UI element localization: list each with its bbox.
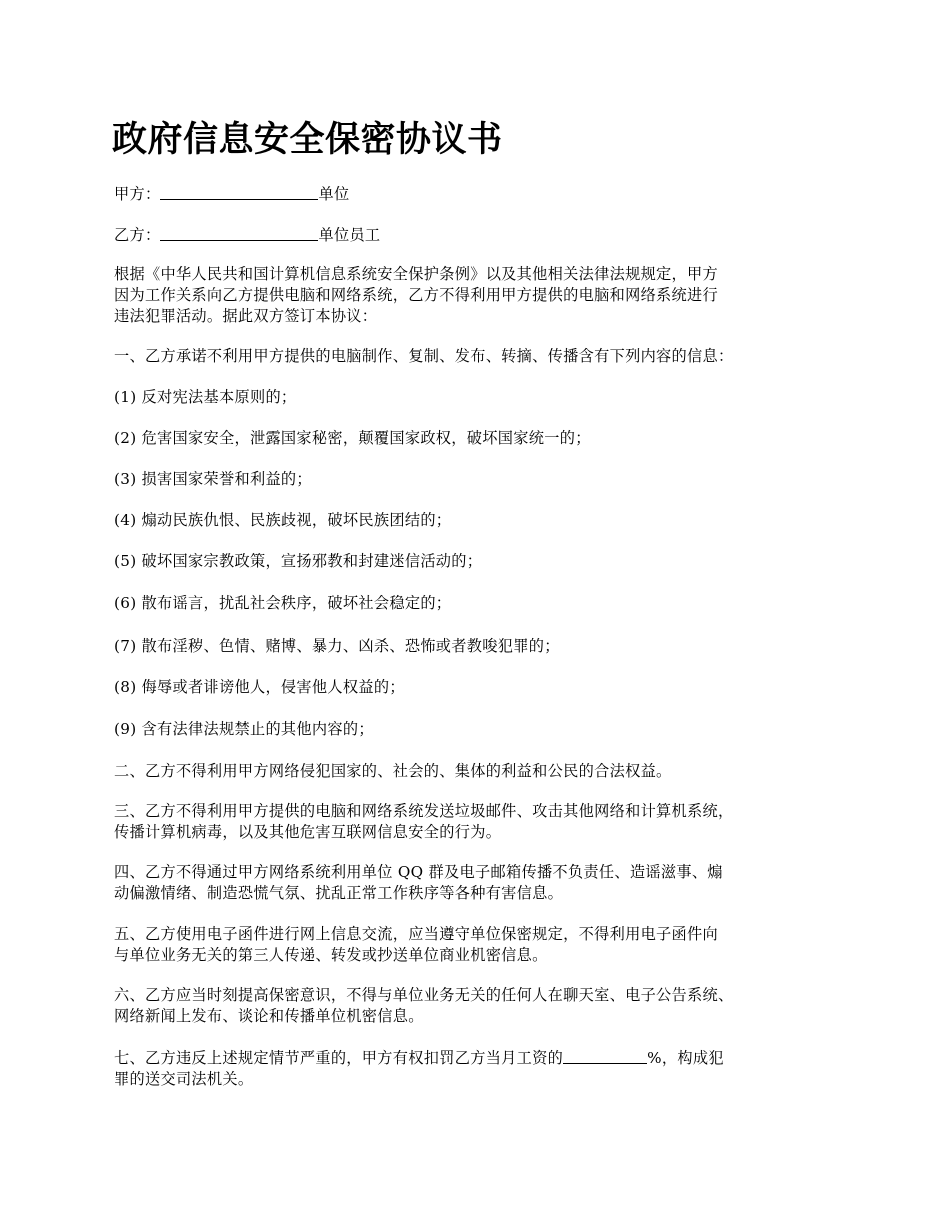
clause-1: 一、乙方承诺不利用甲方提供的电脑制作、复制、发布、转摘、传播含有下列内容的信息：	[114, 347, 734, 365]
intro-line: 违法犯罪活动。据此双方签订本协议：	[114, 307, 378, 325]
party-b-line	[114, 223, 852, 246]
clause-3-line: 三、乙方不得利用甲方提供的电脑和网络系统发送垃圾邮件、攻击其他网络和计算机系统，	[114, 802, 734, 820]
clause-1-item: (8) 侮辱或者诽谤他人，侵害他人权益的；	[114, 678, 405, 696]
clause-4-line: 动偏激情绪、制造恐慌气氛、扰乱正常工作秩序等各种有害信息。	[114, 884, 564, 902]
party-a-label: 甲方：	[114, 185, 161, 203]
clause-7-text: %，构成犯	[647, 1049, 724, 1067]
clause-7-line	[114, 1046, 852, 1069]
clause-4-line: 四、乙方不得通过甲方网络系统利用单位 QQ 群及电子邮箱传播不负责任、造谣滋事、煽	[114, 863, 723, 881]
party-a-blank	[160, 183, 318, 200]
clause-1-item: (6) 散布谣言，扰乱社会秩序，破坏社会稳定的；	[114, 594, 452, 612]
document-title: 政府信息安全保密协议书	[112, 119, 503, 160]
intro-line: 因为工作关系向乙方提供电脑和网络系统，乙方不得利用甲方提供的电脑和网络系统进行	[114, 286, 719, 304]
clause-2: 二、乙方不得利用甲方网络侵犯国家的、社会的、集体的利益和公民的合法权益。	[114, 762, 672, 780]
intro-paragraph	[114, 264, 852, 327]
clause-4	[114, 862, 852, 904]
clause-1-item: (2) 危害国家安全，泄露国家秘密，颠覆国家政权，破坏国家统一的；	[114, 429, 591, 447]
clause-5-line: 与单位业务无关的第三人传递、转发或抄送单位商业机密信息。	[114, 946, 548, 964]
clause-7-text: 七、乙方违反上述规定情节严重的，甲方有权扣罚乙方当月工资的	[114, 1049, 564, 1067]
penalty-percent-blank	[563, 1047, 647, 1064]
clause-1-item: (9) 含有法律法规禁止的其他内容的；	[114, 720, 374, 738]
clause-1-item: (5) 破坏国家宗教政策，宣扬邪教和封建迷信活动的；	[114, 552, 483, 570]
clause-7	[114, 1046, 852, 1090]
clause-6-line: 网络新闻上发布、谈论和传播单位机密信息。	[114, 1007, 424, 1025]
intro-line: 根据《中华人民共和国计算机信息系统安全保护条例》以及其他相关法律法规规定，甲方	[114, 265, 719, 283]
clause-5	[114, 924, 852, 966]
clause-3-line: 传播计算机病毒，以及其他危害互联网信息安全的行为。	[114, 823, 502, 841]
clause-1-item: (4) 煽动民族仇恨、民族歧视，破坏民族团结的；	[114, 511, 452, 529]
clause-5-line: 五、乙方使用电子函件进行网上信息交流，应当遵守单位保密规定，不得利用电子函件向	[114, 925, 719, 943]
clause-6-line: 六、乙方应当时刻提高保密意识，不得与单位业务无关的任何人在聊天室、电子公告系统、	[114, 986, 734, 1004]
clause-7-line: 罪的送交司法机关。	[114, 1070, 254, 1088]
party-a-line	[114, 182, 852, 205]
clause-3	[114, 801, 852, 843]
party-a-suffix: 单位	[318, 185, 350, 203]
clause-1-item: (7) 散布淫秽、色情、赌博、暴力、凶杀、恐怖或者教唆犯罪的；	[114, 637, 560, 655]
clause-1-item: (1) 反对宪法基本原则的；	[114, 388, 297, 406]
party-b-suffix: 单位员工	[318, 226, 381, 244]
party-b-label: 乙方：	[114, 226, 161, 244]
clause-1-item: (3) 损害国家荣誉和利益的；	[114, 470, 312, 488]
party-b-blank	[160, 224, 318, 241]
clause-6	[114, 985, 852, 1027]
